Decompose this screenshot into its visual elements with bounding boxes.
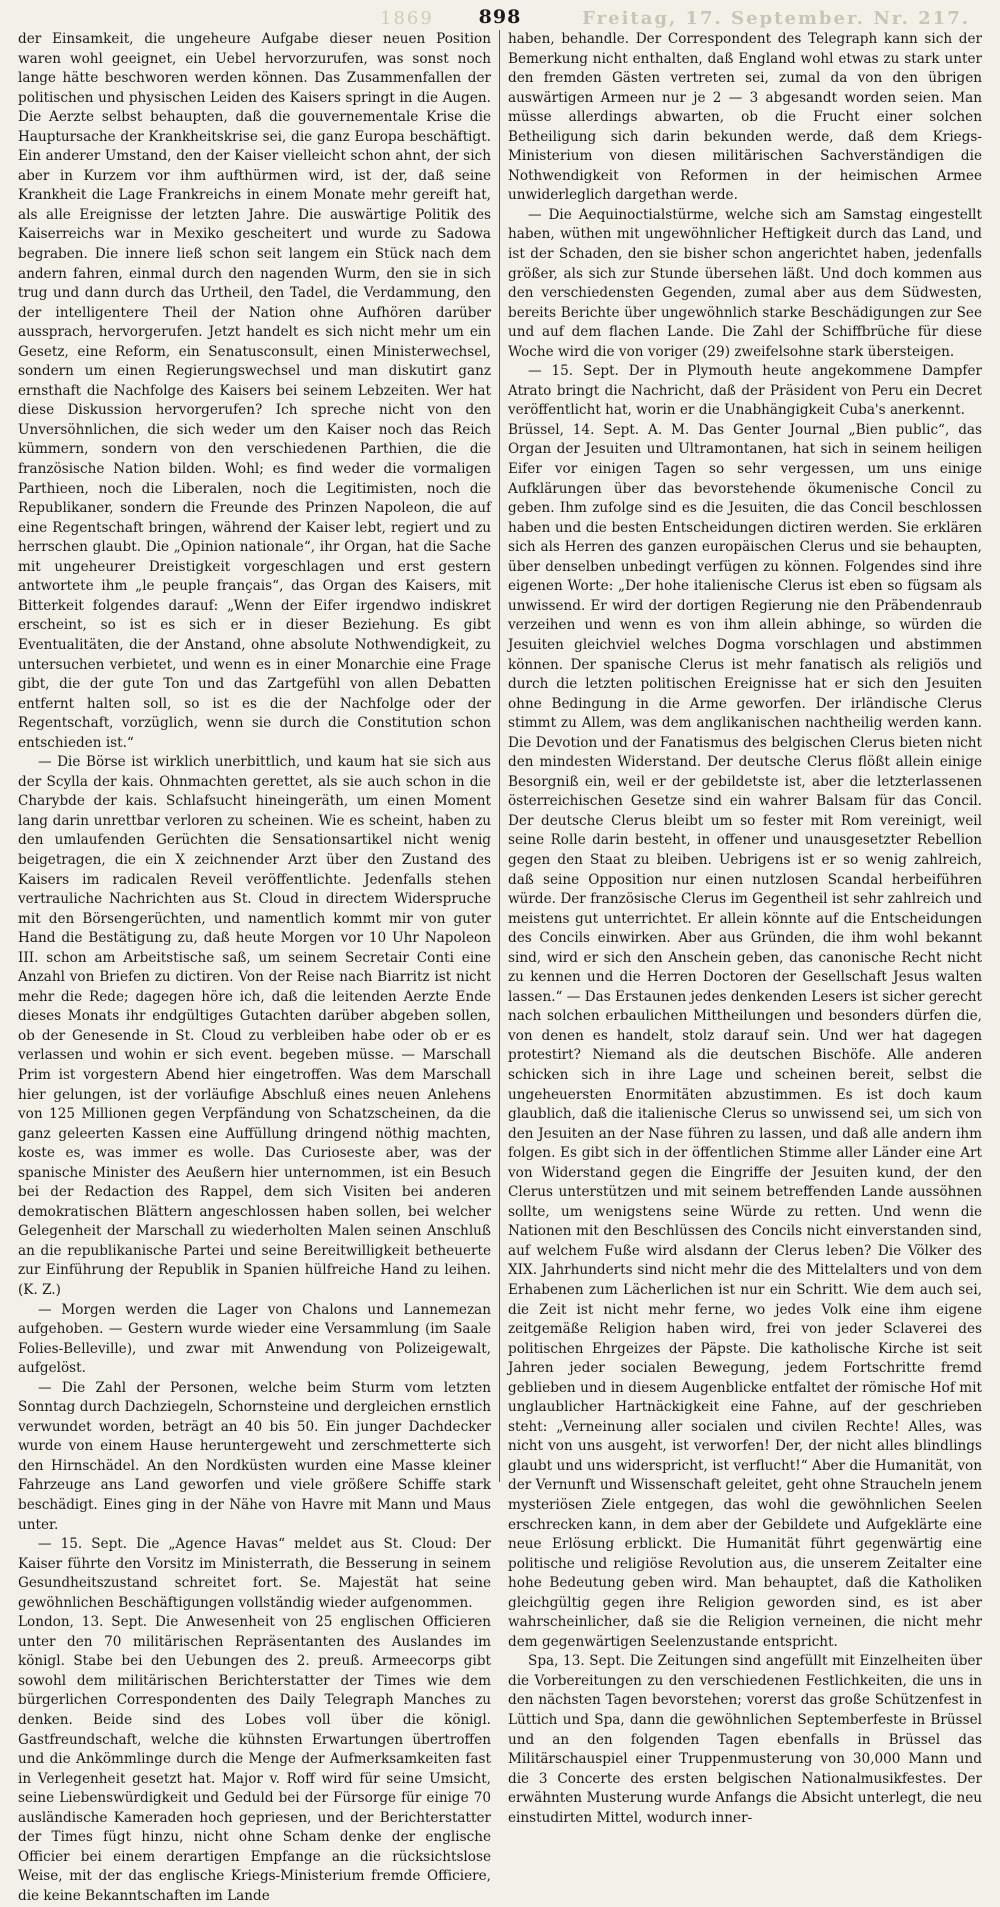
text-columns (18, 30, 982, 1904)
article-paragraph: — 15. Sept. Der in Plymouth heute angekommene Dampfer Atrato bringt die Nachricht, daß der Präsident von Peru ein Decret veröffentlicht hat, worin er die Unabhängigkeit Cuba's anerkennt. (508, 363, 982, 419)
faint-masthead-left: 1869 (380, 8, 434, 29)
article-paragraph: — 15. Sept. Die „Agence Havas“ meldet aus St. Cloud: Der Kaiser führte den Vorsitz im Ministerrath, die Besserung in seinem Gesundheitszustand schreitet fort. Se. Majestät hat seine gewöhnlichen Beschäftigungen vollständig wieder aufgenommen. (18, 1536, 491, 1611)
article-paragraph: — Die Zahl der Personen, welche beim Sturm vom letzten Sonntag durch Dachziegeln, Schornsteine und dergleichen ernstlich verwundet worden, beträgt an 40 bis 50. Ein junger Dachdecker wurde von einem Hause heruntergeweht und zerschmetterte sich den Hirnschädel. An den Nordküsten wurden eine Masse kleiner Fahrzeuge ans Land geworfen und viele größere Schiffe stark beschädigt. Eines ging in der Nähe von Havre mit Mann und Maus unter. (18, 1379, 491, 1533)
left-column (18, 30, 500, 1904)
page-number: 898 (478, 6, 522, 28)
article-paragraph: haben, behandle. Der Correspondent des Telegraph kann sich der Bemerkung nicht enthalten, daß England wohl etwas zu stark unter den fremden Gästen vertreten sei, zumal da von den übrigen auswärtigen Armeen nur je 2 — 3 abgesandt worden seien. Man müsse allerdings abwarten, ob die Frucht einer solchen Betheiligung sich darin bekunden werde, daß dem Kriegs-Ministerium von diesen militärischen Sachverständigen die Nothwendigkeit von Reformen in der heimischen Armee unwiderleglich dargethan werde. (508, 31, 982, 204)
article-paragraph-london: London, 13. Sept. Die Anwesenheit von 25 englischen Officieren unter den 70 militärischen Repräsentanten des Auslandes im königl. Stabe bei den Uebungen des 2. preuß. Armeecorps gibt sowohl dem militärischen Berichterstatter der Times wie dem bürgerlichen Correspondenten des Daily Telegraph Manches zu denken. Beide sind des Lobes voll über die königl. Gastfreundschaft, welche die kühnsten Erwartungen übertroffen und die Ankömmlinge durch die Menge der Aufmerksamkeiten fast in Verlegenheit gesetzt hat. Major v. Roff wird für seine Umsicht, seine Liebenswürdigkeit und Geduld bei der Fürsorge für einige 70 ausländische Kameraden hoch gepriesen, und der Berichterstatter der Times fügt hinzu, nicht ohne Scham denke der englische Officier bei einem derartigen Empfange an die rücksichtslose Weise, mit der das englische Kriegs-Ministerium fremde Officiere, die keine Bekanntschaften im Lande (18, 1614, 491, 1904)
article-paragraph: — Morgen werden die Lager von Chalons und Lannemezan aufgehoben. — Gestern wurde wieder eine Versammlung (im Saale Folies-Belleville), und zwar mit Anwendung von Polizeigewalt, aufgelöst. (18, 1301, 491, 1377)
article-paragraph: — Die Börse ist wirklich unerbittlich, und kaum hat sie sich aus der Scylla der kais. Ohnmachten gerettet, als sie auch schon in die Charybde der kais. Schlafsucht hineingeräth, um einen Moment lang darin unrettbar verloren zu scheinen. Wie es scheint, haben zu den umlaufenden Gerüchten die Sensationsartikel nicht wenig beigetragen, die ein X zeichnender Arzt über den Zustand des Kaisers im radicalen Reveil veröffentlichte. Jedenfalls stehen vertrauliche Nachrichten aus St. Cloud in directem Widerspruche mit den Börsengerüchten, und namentlich kommt mir von guter Hand die Bestätigung zu, daß heute Morgen vor 10 Uhr Napoleon III. schon am Arbeitstische saß, um seinem Secretair Conti eine Anzahl von Briefen zu dictiren. Von der Reise nach Biarritz ist nicht mehr die Rede; dagegen höre ich, daß die leitenden Aerzte Ende dieses Monats ihr endgültiges Gutachten darüber abgeben sollen, ob der Genesende in St. Cloud zu verbleiben habe oder ob er es verlassen und wohin er sich event. begeben müsse. — Marschall Prim ist vorgestern Abend hier eingetroffen. Was dem Marschall hier gelungen, ist der vorläufige Abschluß eines neuen Anlehens von 125 Millionen gegen Verpfändung von Schatzscheinen, da die ganz geleerten Kassen eine Auffüllung dringend nöthig machten, koste es, was immer es wolle. Das Curioseste aber, was der spanische Minister des Aeußern hier unternommen, ist ein Besuch bei der Redaction des Rappel, dem sich Visiten bei anderen demokratischen Blättern angeschlossen haben sollen, bei welcher Gelegenheit der Marschall zu wiederholten Malen seinen Anschluß an die republikanische Partei und seine Bereitwilligkeit betheuerte zur Einführung der Republik in Spanien hülfreiche Hand zu leihen. (K. Z.) (18, 754, 491, 1298)
page-header (0, 4, 1000, 30)
faint-masthead-right: Freitag, 17. September. Nr. 217. (582, 8, 970, 29)
article-paragraph-spa: Spa, 13. Sept. Die Zeitungen sind angefüllt mit Einzelheiten über die Vorbereitungen zu den verschiedenen Festlichkeiten, die uns in den nächsten Tagen bevorstehen; vorerst das große Schützenfest in Lüttich und Spa, dann die gewöhnlichen Septemberfeste in Brüssel und an den folgenden Tagen ebenfalls in Brüssel das Militärschauspiel einer Truppenmusterung von 30,000 Mann und die 3 Concerte des ersten belgischen Nationalmusikfestes. Der erwähnten Musterung wurde Anfangs die Absicht unterlegt, die neu einstudirten Mittel, wodurch inner- (508, 1653, 982, 1826)
article-paragraph: der Einsamkeit, die ungeheure Aufgabe dieser neuen Position waren wohl geeignet, ein Uebel hervorzurufen, was sonst noch lange hätte beschworen werden können. Das Zusammenfallen der politischen und physischen Leiden des Kaisers springt in die Augen. Die Aerzte selbst behaupten, daß die gouvernementale Krise die Hauptursache der Krankheitskrise sei, die ganz Europa beschäftigt. Ein anderer Umstand, den der Kaiser vielleicht schon ahnt, der sich aber in Kurzem vor ihm aufthürmen wird, ist der, daß seine Krankheit die Lage Frankreichs in einem Monate mehr gereift hat, als alle Ereignisse der letzten Jahre. Die auswärtige Politik des Kaiserreichs war in Mexiko gescheitert und wurde zu Sadowa begraben. Die innere ließ schon seit langem ein Stück nach dem andern fahren, einmal durch den nagenden Wurm, den sie in sich trug und dann durch das Urtheil, den Tadel, die Verdammung, den der intelligentere Theil der Nation ohne Aufhören darüber aussprach, hervorgerufen. Jetzt handelt es sich nicht mehr um ein Gesetz, eine Reform, ein Senatusconsult, einen Ministerwechsel, sondern um einen Regierungswechsel und man diskutirt ganz ernsthaft die Nachfolge des Kaisers bei seinem Lebzeiten. Wer hat diese Diskussion hervorgerufen? Ich spreche nicht von den Unversöhnlichen, die sich weder um den Kaiser noch das Reich kümmern, sondern von den verschiedenen Parthien, die die französische Nation bilden. Wohl; es find weder die vormaligen Parthieen, noch die Liberalen, noch die Legitimisten, noch die Republikaner, sondern die Freunde des Prinzen Napoleon, die auf eine Regentschaft bringen, während der Kaiser lebt, regiert und zu herrschen glaubt. Die „Opinion nationale“, ihr Organ, hat die Sache mit ungeheurer Dreistigkeit vorgeschlagen und erst gestern antwortete ihm „le peuple français“, das Organ des Kaisers, mit Bitterkeit folgendes darauf: „Wenn der Eifer irgendwo indiskret erscheint, so ist es sich er in dieser Beziehung. Es gibt Eventualitäten, die der Anstand, ohne absolute Nothwendigkeit, zu untersuchen verbietet, und wenn es in einer Monarchie eine Frage gibt, die der gute Ton und das Zartgefühl von allen Debatten entfernt halten soll, so ist es die der Nachfolge oder der Regentschaft, vorzüglich, wenn sie durch die Constitution schon entschieden ist.“ (18, 31, 491, 751)
right-column (500, 30, 982, 1826)
article-paragraph-bruessel: Brüssel, 14. Sept. A. M. Das Genter Journal „Bien public“, das Organ der Jesuiten und Ultramontanen, hat sich in seinem heiligen Eifer vor einigen Tagen so sehr vergessen, um uns einige Aufklärungen über das bevorstehende ökumenische Concil zu geben. Ihm zufolge sind es die Jesuiten, die das Concil beschlossen haben und die besten Entscheidungen dictiren werden. Sie erklären sich als Herren des ganzen europäischen Clerus und sie behaupten, über denselben unbedingt verfügen zu können. Folgendes sind ihre eigenen Worte: „Der hohe italienische Clerus ist eben so fügsam als unwissend. Er wird der dortigen Regierung nie den Präbendenraub verzeihen und wenn es von ihm allein abhinge, so würden die Jesuiten gleichviel welches Dogma vorschlagen und abstimmen können. Der spanische Clerus ist mehr fanatisch als religiös und durch die letzten politischen Ereignisse hat er sich den Jesuiten ohne Bedingung in die Arme geworfen. Der irländische Clerus stimmt zu Allem, was dem anglikanischen nachtheilig werden kann. Die Devotion und der Fanatismus des belgischen Clerus bieten nicht den mindesten Widerstand. Der deutsche Clerus flößt allein einige Besorgniß ein, weil er der gebildetste ist, aber die letzterlassenen österreichischen Gesetze sind ein wahrer Balsam für das Concil. Der deutsche Clerus bleibt um so fester mit Rom vereinigt, weil seine Rolle darin besteht, in offener und unausgesetzter Rebellion gegen den Staat zu bleiben. Uebrigens ist er so wenig zahlreich, daß seine Opposition nur einen nutzlosen Scandal herbeiführen würde. Der französische Clerus im Gegentheil ist sehr zahlreich und meistens gut unterrichtet. Er allein könnte auf die Entscheidungen des Concils einwirken. Aber aus Gründen, die ihm wohl bekannt sind, wird er sich den Anschein geben, das canonische Recht nicht zu kennen und die Herren Doctoren der Gesellschaft Jesus walten lassen.“ — Das Erstaunen jedes denkenden Lesers ist sicher gerecht nach solchen erbaulichen Mittheilungen und besonders dürfen die, von denen es handelt, stolz darauf sein. Und wer hat dagegen protestirt? Niemand als die deutschen Bischöfe. Alle anderen schicken sich in ihre Lage und scheinen bereit, selbst die ungeheuersten Enormitäten abzustimmen. Es ist doch kaum glaublich, daß die italienische Clerus so unwissend sei, um sich von den Jesuiten an der Nase führen zu lassen, und daß alle andern ihm folgen. Es gibt sich in der öffentlichen Stimme aller Länder eine Art von Widerstand gegen die Eingriffe der Jesuiten kund, der den Clerus unterstützen und mit seinem betreffenden Lande aussöhnen sollte, um wenigstens seine Würde zu retten. Und wenn die Nationen mit den Beschlüssen des Concils nicht einverstanden sind, auf welchem Fuße wird alsdann der Clerus leben? Die Völker des XIX. Jahrhunderts sind nicht mehr die des Mittelalters und von dem Erhabenen zum Lächerlichen ist nur ein Schritt. Wie dem auch sei, die Zeit ist nicht mehr ferne, wo jedes Volk eine ihm eigene zeitgemäße Religion haben wird, frei von jeder Sclaverei des politischen Ehrgeizes der Päpste. Die katholische Kirche ist seit Jahren jeder socialen Bewegung, jedem Fortschritte fremd geblieben und in diesem Augenblicke entfaltet der römische Hof mit unglaublicher Hartnäckigkeit eine Fahne, auf der geschrieben steht: „Verneinung aller socialen und civilen Rechte! Alles, was nicht von uns ausgeht, ist verworfen! Der, der nicht alles blindlings glaubt und uns widerspricht, ist verflucht!“ Aber die Humanität, von der Vernunft und Wissenschaft geleitet, geht ohne Straucheln jenem mysteriösen Ziele entgegen, das wohl die gewöhnlichen Seelen erschrecken kann, in dem aber der Gebildete und Aufgeklärte eine neue Erlösung erblickt. Die Humanität führt gegenwärtig eine politische und religiöse Revolution aus, die unserem Zeitalter eine hohe Bedeutung geben wird. Man behauptet, daß die Katholiken gleichgültig gegen ihre Religion geworden sind, es ist aber wahrscheinlicher, daß sie die Religion verneinen, die nicht mehr dem gegenwärtigen Seelenzustande entspricht. (508, 421, 982, 1650)
article-paragraph: — Die Aequinoctialstürme, welche sich am Samstag eingestellt haben, wüthen mit ungewöhnlicher Heftigkeit durch das Land, und ist der Schaden, den sie bisher schon angerichtet haben, jedenfalls größer, als sich zur Stunde übersehen läßt. Und doch kommen aus den verschiedensten Gegenden, zumal aber aus dem Südwesten, bereits Berichte über ungewöhnlich starke Beschädigungen zur See und auf dem flachen Lande. Die Zahl der Schiffbrüche für diese Woche wird die von voriger (29) zweifelsohne stark übersteigen. (508, 206, 982, 360)
